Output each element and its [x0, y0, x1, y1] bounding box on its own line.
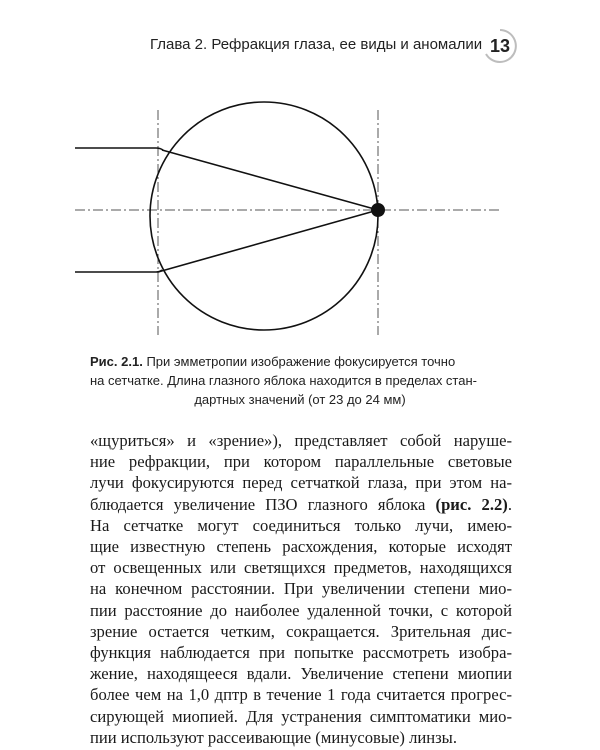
body-line: зрение остается четким, сокращается. Зрительная дис-: [90, 621, 512, 641]
caption-line: на сетчатке. Длина глазного яблока находится в пределах стан-: [90, 373, 477, 388]
body-line: На сетчатке могут соединиться только лучи, имею-: [90, 515, 512, 535]
body-line: пии расстояние до наиболее удаленной точки, с которой: [90, 600, 512, 620]
figure-reference[interactable]: (рис. 2.2): [435, 494, 508, 514]
page-number: 13: [489, 36, 511, 56]
focal-point: [371, 203, 385, 217]
eyeball-outline: [150, 102, 378, 330]
body-line: лучи фокусируются перед сетчаткой глаза, при этом на-: [90, 473, 512, 493]
refracted-ray-top: [162, 150, 378, 210]
body-line: блюдается увеличение ПЗО глазного яблока (рис. 2.2).: [90, 494, 512, 514]
caption-label: Рис. 2.1.: [90, 354, 143, 369]
body-line: более чем на 1,0 дптр в течение 1 года считается прогрес-: [90, 685, 512, 705]
chapter-title: Глава 2. Рефракция глаза, ее виды и аномалии: [150, 36, 483, 53]
figure-caption: [90, 352, 510, 409]
body-line: пии используют рассеивающие (минусовые) линзы.: [90, 727, 457, 747]
body-paragraph: [90, 430, 512, 748]
emmetropia-diagram: [0, 0, 600, 345]
body-line: функция наблюдается при попытке рассмотреть изобра-: [90, 643, 512, 663]
caption-line: дартных значений (от 23 до 24 мм): [194, 392, 406, 407]
body-line: «щуриться» и «зрение»), представляет собой наруше-: [90, 431, 512, 450]
cornea-bend-top: [156, 148, 163, 150]
body-line: сирующей миопией. Для устранения симптоматики мио-: [90, 706, 512, 726]
caption-line: Рис. 2.1. При эмметропии изображение фокусируется точно: [90, 354, 456, 369]
body-line: на конечном расстоянии. При увеличении степени мио-: [90, 579, 512, 599]
body-line: щие известную степень расхождения, которые исходят: [90, 537, 512, 557]
body-line: ние рефракции, при котором параллельные световые: [90, 452, 512, 472]
body-line: жение, находящееся вдали. Увеличение степени миопии: [90, 664, 512, 684]
refracted-ray-bottom: [158, 210, 378, 272]
body-line: от освещенных или светящихся предметов, находящихся: [90, 558, 512, 578]
